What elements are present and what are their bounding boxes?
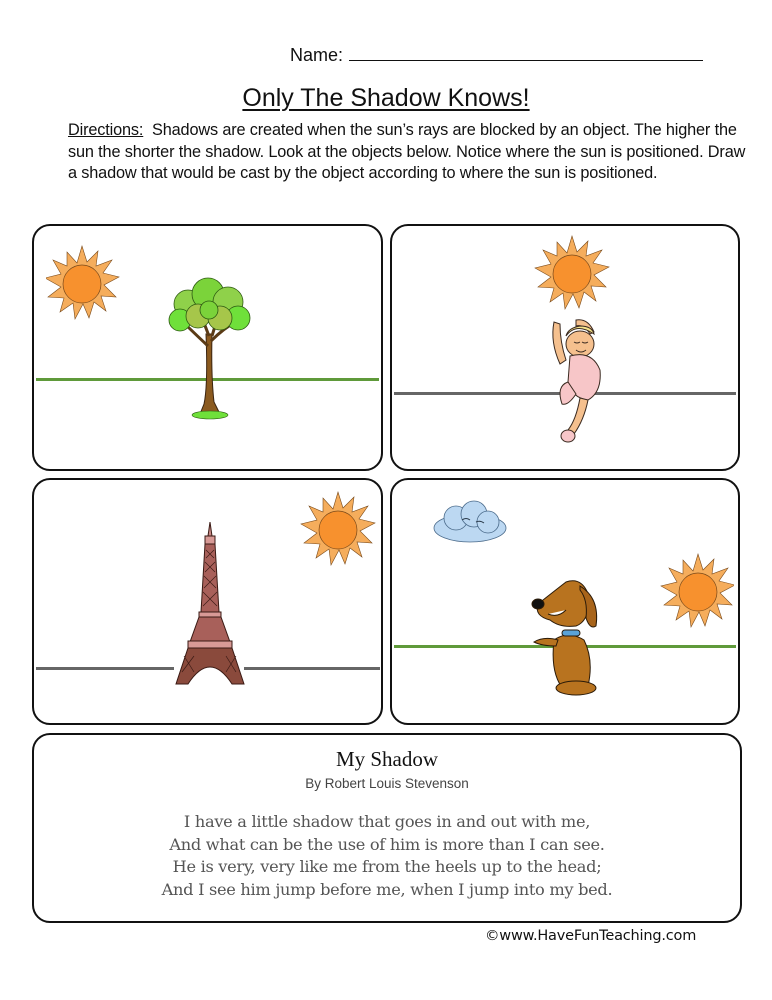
poem-line: I have a little shadow that goes in and out with me, bbox=[183, 812, 591, 831]
poem-box bbox=[32, 733, 742, 923]
tree-icon bbox=[162, 276, 257, 426]
sun-icon bbox=[46, 244, 126, 324]
name-field[interactable] bbox=[290, 44, 703, 66]
dancing-girl-icon bbox=[532, 312, 612, 457]
panel-tree[interactable] bbox=[32, 224, 383, 471]
poem-line: He is very, very like me from the heels up to the head; bbox=[172, 857, 602, 876]
sun-icon bbox=[654, 552, 734, 632]
dog-icon bbox=[524, 570, 604, 700]
panel-eiffel-tower[interactable] bbox=[32, 478, 383, 725]
directions-label: Directions: bbox=[68, 121, 144, 139]
poem-title: My Shadow bbox=[335, 747, 439, 771]
ground-line-right bbox=[244, 667, 380, 670]
name-label: Name: bbox=[290, 45, 344, 65]
poem-author: By Robert Louis Stevenson bbox=[305, 776, 469, 791]
directions bbox=[68, 120, 748, 185]
directions-text: Shadows are created when the sun’s rays are blocked by an object. The higher the sun the shorter the shadow. Look at the objects below. Notice where the sun is positioned. Draw a shadow that would be cast by the object according to where the sun is positioned. bbox=[68, 121, 746, 182]
worksheet-title: Only The Shadow Knows! bbox=[242, 84, 530, 112]
panel-dancing-girl[interactable] bbox=[390, 224, 740, 471]
poem-line: And what can be the use of him is more than I can see. bbox=[169, 834, 605, 854]
copyright-link[interactable]: ©www.HaveFunTeaching.com bbox=[485, 928, 697, 944]
sun-icon bbox=[532, 234, 612, 314]
cloud-icon bbox=[430, 498, 510, 548]
ground-line-left bbox=[36, 667, 174, 670]
sun-icon bbox=[300, 490, 380, 570]
poem-line: And I see him jump before me, when I jump into my bed. bbox=[161, 879, 613, 899]
eiffel-tower-icon bbox=[174, 522, 246, 687]
panel-dog[interactable] bbox=[390, 478, 740, 725]
poem-lines bbox=[34, 811, 740, 901]
name-blank-line[interactable] bbox=[349, 44, 703, 61]
